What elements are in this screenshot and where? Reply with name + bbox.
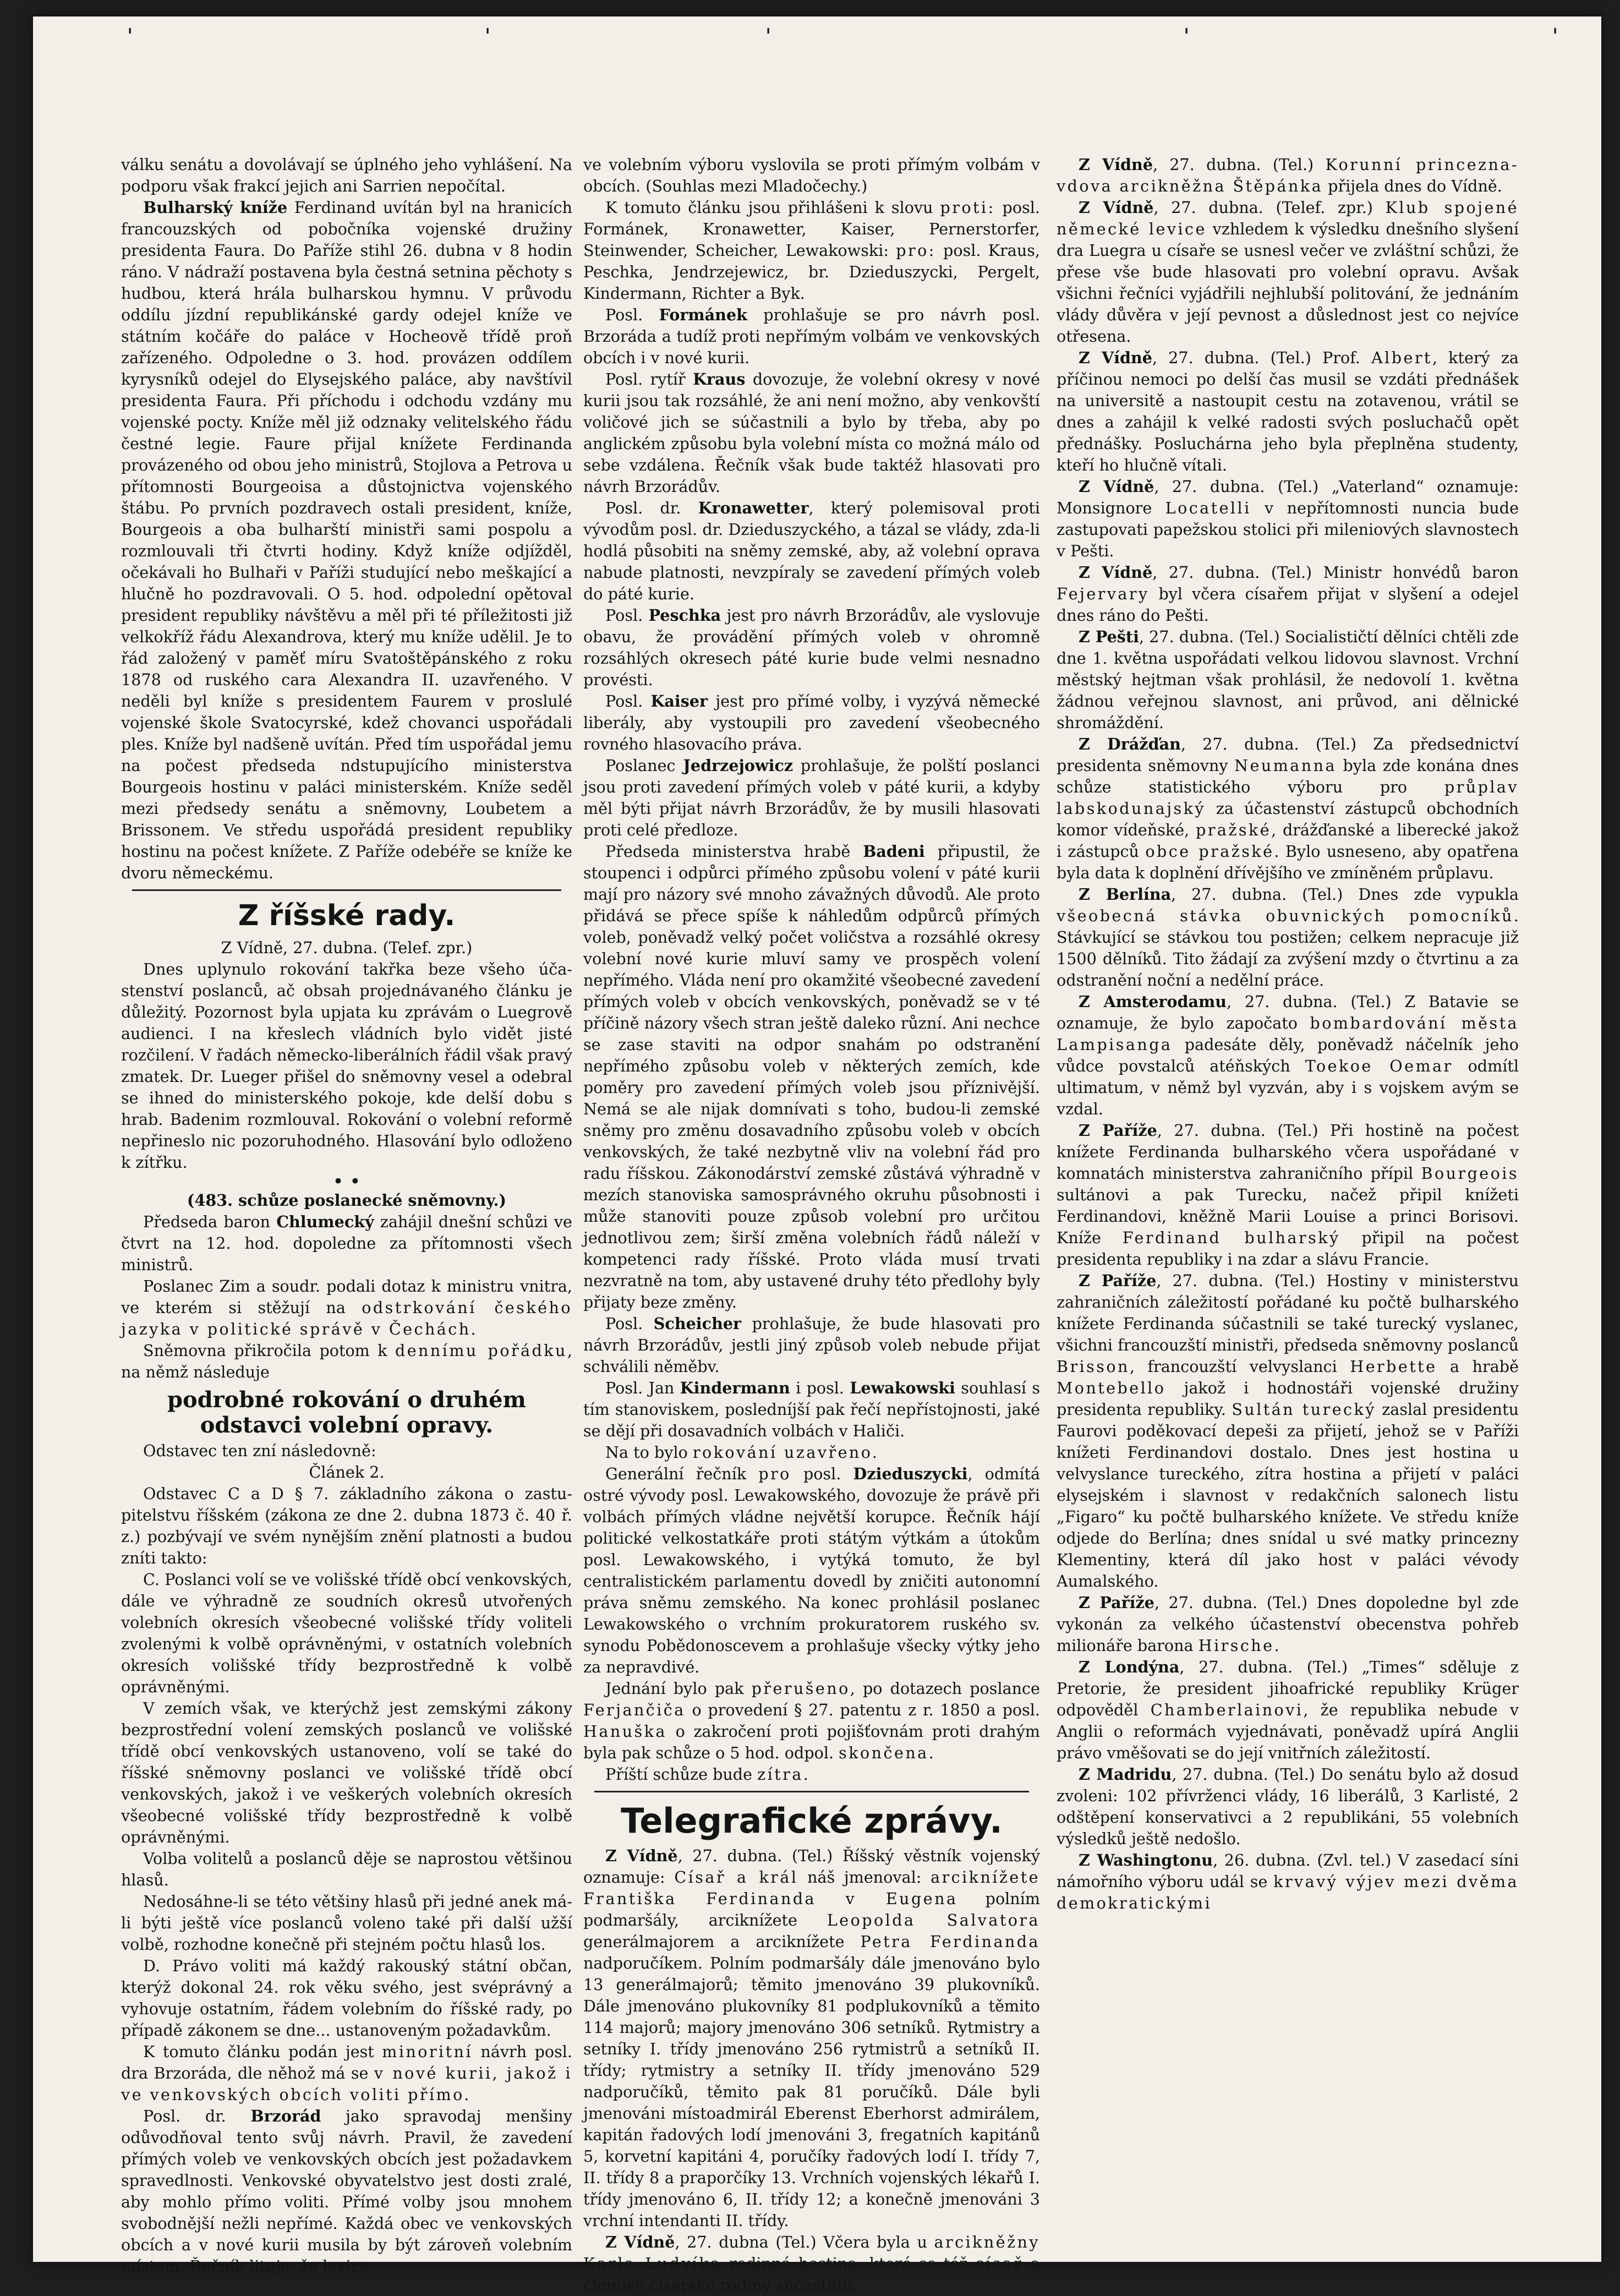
bold-lead: Kindermann xyxy=(680,1379,790,1397)
article-paragraph xyxy=(583,1764,1040,1785)
spaced-text: Chamberlainovi xyxy=(1150,1701,1304,1719)
bold-lead: Z Vídně xyxy=(1079,348,1152,367)
text-run: Posl. dr. xyxy=(605,499,698,517)
text-run: posl. Formánek, Kronawetter, Kaiser, Pernerstorfer, Steinwender, Scheicher, Lewakowski: xyxy=(583,198,1040,260)
spaced-text: Klub spojené německé levice xyxy=(1057,198,1519,238)
article-paragraph xyxy=(1057,562,1519,626)
article-paragraph xyxy=(121,154,572,197)
text-run: válku senátu a dovolávají se úplného jeho vyhlášení. Na podporu však frakcí jejich ani Sarrien nepočítal. xyxy=(121,155,572,195)
article-paragraph xyxy=(583,154,1040,197)
text-column-2 xyxy=(583,154,1040,2296)
article-paragraph xyxy=(1057,1850,1519,1914)
text-run: , drážďanské a liberecké jakož i zástupců xyxy=(1057,821,1519,861)
text-run: Odstavec ten zní následovně: xyxy=(143,1441,376,1460)
text-run: Poslanec xyxy=(605,756,683,775)
spaced-text: Ferdinand bulharský xyxy=(1122,1228,1340,1247)
spaced-text: odstrkování českého jazyka v politické správě v Čechách. xyxy=(121,1298,572,1338)
bold-lead: Z Paříže xyxy=(1079,1271,1157,1290)
spaced-text: Korunní princezna-vdova arcikněžna Štěpánka xyxy=(1057,155,1519,195)
bold-lead: Z Vídně xyxy=(605,1846,678,1865)
spaced-text: Brisson xyxy=(1057,1357,1130,1376)
text-run: , 27. dubna. (Tel.) Při hostině na počest knížete Ferdinanda bulharského včera uspořádané v komnatách ministerstva zahraničního přípil xyxy=(1057,1121,1519,1183)
bold-lead: Chlumecký xyxy=(276,1212,374,1231)
text-run: , odmítá ostré vývody posl. Lewakowského, dovozuje že právě při volbách přímých vládne největší korupce. Řečník hájí politické velkostatkáře proti státým výtkám a útokům posl. Lewakowského, i vytýká tomuto, že byl centralistickém parlamentu dovedl by zničiti autonomní práva sněmu zemského. Na konec prohlásil poslanec Lewakowského o vrchním prokuratorem ruského sv. synodu Pobědonoscevem a prohlašuje všecky výtky jeho za nepravdivé. xyxy=(583,1464,1041,1676)
article-paragraph xyxy=(583,1313,1040,1377)
article-paragraph xyxy=(1057,1270,1519,1592)
text-run: Posl. rytíř xyxy=(605,370,693,389)
spaced-text: všeobecná stávka obuvnických pomocníků xyxy=(1057,906,1514,925)
text-run: . Bylo usneseno, aby opatřena byla data k doplnění dřívějšího ve zmíněném průplavu. xyxy=(1057,842,1519,882)
spaced-text: proti: xyxy=(940,198,995,217)
text-column-1 xyxy=(121,154,572,2277)
bold-lead: Kraus xyxy=(693,370,746,389)
dateline: Z Vídně, 27. dubna. (Telef. zpr.) xyxy=(221,938,473,957)
section-divider xyxy=(594,1791,1029,1792)
article-paragraph xyxy=(121,1483,572,1569)
article-paragraph xyxy=(583,841,1040,1313)
article-paragraph xyxy=(121,2041,572,2106)
text-run: Posl. xyxy=(605,606,649,625)
bold-lead: Z Londýna xyxy=(1079,1658,1180,1676)
subsection-heading: podrobné rokování o druhém odstavci volební opravy. xyxy=(167,1387,526,1438)
text-run: ve volebním výboru vyslovila se proti přímým volbám v obcích. (Souhlas mezi Mladočechy.) xyxy=(583,155,1040,195)
bold-lead: Bulharský kníže xyxy=(143,198,288,217)
text-run: jako spravodaj menšiny odůvodňoval tento svůj návrh. Pravil, že zavedení přímých voleb ve venkovských obcích jest požadavkem spravedlnosti. Venkovské obyvatelstvo jest dosti zralé, aby mohlo přímo voliti. Přímé volby jsou mnohem svobodnější nežli nepřímé. Každá obec ve venkovských obcích a v nové kurii musila by být zároveň volebním místem. Řečník lituje, že levice xyxy=(121,2107,572,2276)
text-run: , 27. dubna. (Tel.) Do senátu bylo až dosud zvoleni: 102 přívrženci vlády, 16 liberálů, 3 Karlisté, 2 odštěpení konservativci a 2 republikáni, 55 volebních výsledků ještě nedošlo. xyxy=(1057,1765,1519,1848)
text-run: , 27. dubna. (Tel.) Ministr honvédů baron xyxy=(1152,563,1519,582)
spaced-text: Leopolda Salvatora xyxy=(827,1911,1040,1929)
spaced-text: přerušeno xyxy=(751,1679,850,1698)
text-run: Posl. Jan xyxy=(605,1379,680,1397)
text-run: padesáte děly, poněvadž náčelník jeho vůdce povstalců atéňských xyxy=(1057,1035,1519,1075)
text-run: náš jmenoval: xyxy=(798,1868,931,1887)
text-run: , 27. dubna. (Tel.) xyxy=(1153,155,1326,174)
article-paragraph xyxy=(583,1377,1040,1442)
text-run: , 27. dubna. (Tel.) Dnes zde vypukla xyxy=(1171,885,1519,904)
text-run: Posl. xyxy=(605,1314,654,1333)
spaced-text: pražské xyxy=(1196,821,1272,839)
margin-mark: ˈ xyxy=(765,24,772,52)
spaced-text: Sultán turecký xyxy=(1232,1400,1376,1419)
text-column-3 xyxy=(1057,154,1519,1914)
bold-lead: Z Vídně xyxy=(1079,198,1154,217)
text-run: , 27. dubna. (Tel.) Dnes dopoledne byl zde vykonán za velkého účastenství obecenstva pohřeb milionáře barona xyxy=(1057,1593,1519,1655)
article-paragraph xyxy=(121,1955,572,2041)
spaced-text: krvavý výjev mezi dvěma demokratickými xyxy=(1057,1872,1519,1912)
text-run: , 27. dubna. (Tel.) „Vaterland“ oznamuje: Monsignore xyxy=(1057,477,1519,517)
spaced-text: skončena. xyxy=(839,1743,936,1762)
text-run: o provedení § 27. patentu z r. 1850 a posl. xyxy=(685,1701,1040,1719)
spaced-text: minoritní xyxy=(382,2042,473,2061)
text-run: V zemích však, ve kterýchž jest zemskými zákony bezprostřední volení zemských poslanců ve volišské třídě obcí venkovských ustanoveno, volí se také do říšské sněmovny poslanci ve volišské třídě obcí venkovských, jakož i ve veškerých volebních okresích všeobecné volišské třídy bezprostředně k volbě oprávněnými. xyxy=(121,1699,572,1846)
article-paragraph xyxy=(583,498,1040,605)
text-run: zaslal presidentu Faurovi poděkovací depeši za přijetí, jehož se v Paříži knížeti Ferdinandovi dostalo. Dnes jest hostina u velvyslance tureckého, zítra hostina a přijetí v paláci elysejském i slavnost v redakčních salonech listu „Figaro“ ku počtě bulharského knížete. Ve středu kníže odjede do Berlína; dnes snídal u své matky princezny Klementiny, která díl jako host v paláci vévody Aumalského. xyxy=(1057,1400,1519,1590)
text-run: byla zde konána dnes schůze statistického výboru pro xyxy=(1057,756,1519,796)
bold-lead: Z Vídně xyxy=(1079,477,1154,496)
bold-lead: Badeni xyxy=(863,842,925,861)
text-run: i posl. xyxy=(790,1379,850,1397)
spaced-text: v nové kurii, jakož i ve venkovských obcích voliti přímo. xyxy=(121,2064,572,2104)
bold-lead: Jedrzejowicz xyxy=(683,756,793,775)
text-run: prohlašuje se pro návrh posl. Brzoráda a tudíž proti nepřímým volbám ve venkovských obcích i v nové kurii. xyxy=(583,305,1041,367)
spaced-text: dennímu pořádku xyxy=(395,1341,567,1360)
margin-mark: ˈ xyxy=(1552,24,1559,52)
spaced-text: průplav labskodunajský xyxy=(1057,778,1519,818)
text-run: a hrabě xyxy=(1437,1357,1519,1376)
article-paragraph xyxy=(1057,476,1519,562)
spaced-text: arciknížete Františka Ferdinanda v Eugena xyxy=(583,1868,1040,1908)
article-paragraph xyxy=(121,2106,572,2277)
text-run: , který polemisoval proti vývodům posl. dr. Dzieduszyckého, a tázal se vlády, zda-li hodlá působiti na sněmy zemské, aby, až volební oprava nabude platnosti, nevzpíraly se zavedení přímých voleb do páté kurie. xyxy=(583,499,1040,603)
text-run: rodinná hostina, které se též xyxy=(721,2254,975,2273)
text-run: , který za příčinou nemoci po delší čas musil se vzdáti přednášek na universitě a nastoupit cestu na zotavenou, vrátil se dnes a zahájil k velké radosti svých posluchačů opět přednášky. Posluchárna jeho byla přeplněna studenty, kteří ho hlučně vítali. xyxy=(1057,348,1519,474)
text-run: , 27. dubna. (Tel.) Socialističtí dělníci chtěli zde dne 1. května uspořádati velkou lidovou slavnost. Vrchní městský hejtman však prohlásil, že nedovolí 1. května žádnou veřejnou slavnost, ani průvod, ani dělnické shromáždění. xyxy=(1057,627,1519,732)
bold-lead: Peschka xyxy=(648,606,721,625)
bold-lead: Lewakowski xyxy=(850,1379,956,1397)
text-run: byl včera císařem přijat v slyšení a odejel dnes ráno do Pešti. xyxy=(1057,584,1519,625)
text-run: , 27. dubna. (Tel.) Z Batavie se oznamuje, že bylo započato xyxy=(1057,992,1519,1032)
article-paragraph xyxy=(121,1891,572,1955)
text-run: , francouzští velvyslanci xyxy=(1129,1357,1350,1376)
article-paragraph xyxy=(583,1845,1040,2232)
bold-lead: Kronawetter xyxy=(698,499,809,517)
spaced-text: Albert xyxy=(1371,348,1432,367)
spaced-text: Locatelli xyxy=(1165,499,1251,517)
article-paragraph xyxy=(1057,347,1519,476)
spaced-text: Toekoe Oemar xyxy=(1305,1057,1453,1075)
spaced-text: Herbette xyxy=(1350,1357,1437,1376)
text-run: jest pro návrh Brzorádův, ale vyslovuje obavu, že provádění přímých voleb v ohromně rozsáhlých okresech páté kurie bude velmi nesnadno provésti. xyxy=(583,606,1040,689)
bold-lead: Z Amsterodamu xyxy=(1079,992,1227,1011)
text-run: připustil, že stoupenci i odpůrci přímého způsobu volení v páté kurii mají pro názory své mnoho závažných důvodů. Ale proto přidává se přece spíše k náhledům odpůrců přímých voleb, poněvadž velký počet voličstva a rozsáhlé okresy volební nové kurie mluví samy ve prospěch volení nepřímého. Vláda není pro okamžité všeobecné zavedení přímých voleb v obcích venkovských, poněvadž se v té příčině názory všech stran ještě daleko různí. Ani nechce se zase staviti na odpor snahám po odstranění nepřímého způsobu voleb v některých zemích, kde poměry pro zavedení přímých voleb jsou příznivější. Nemá se ale nijak domnívati s toho, budou-li zemské sněmy pro změnu dosavadního způsobu voleb v obcích venkovských, že také nezbytně vliv na volební řád pro radu říšskou. Zákonodárství zemské zůstává výhradně v mezích stanoviska samosprávného okruhu působnosti i může stanoviti pouze způsob volební pro určitou jednotlivou zem; širší změna volebních řádů náleží v kompetenci rady říšské. Proto vláda musí trvati nezvratně na tom, aby ustavené druhy této předlohy byly přijaty beze změny. xyxy=(583,842,1040,1311)
text-run: Generální řečník xyxy=(605,1464,759,1483)
bold-lead: Z Paříže xyxy=(1079,1121,1157,1140)
newspaper-page xyxy=(33,17,1601,2294)
article-paragraph xyxy=(583,304,1040,369)
spaced-text: Hirsche xyxy=(1198,1636,1274,1655)
dateline: Článek 2. xyxy=(309,1463,385,1482)
bold-lead: Kaiser xyxy=(650,692,708,710)
article-paragraph xyxy=(1057,626,1519,734)
text-run: Dnes uplynulo rokování takřka beze všeho účastenství poslanců, ač obsah projednávaného článku je důležitý. Pozornost byla upjata ku zprávám o Luegrově audienci. I na křeslech vládních bylo vidět jisté rozčilení. V řadách německo-liberálních řádil však pravý zmatek. Dr. Lueger přišel do sněmovny vesel a odebral se ihned do ministerského pokoje, kde delší dobu s hrab. Badenim rozmlouval. Rokování o volební reformě nepřineslo nic pozoruhodného. Hlasování bylo odloženo k zítřku. xyxy=(121,960,572,1172)
text-run: . xyxy=(1274,1636,1279,1655)
text-run: Předseda baron xyxy=(143,1212,277,1231)
text-run: Posl. dr. xyxy=(143,2107,251,2125)
text-run: , po dotazech poslance xyxy=(850,1679,1040,1698)
text-run: . Stávkující se stávkou tou postižen; celkem nepracuje již 1500 dělníků. Tito žádají za zvýšení mzdy o čtvrtinu a za odstranění noční a nedělní práce. xyxy=(1057,906,1519,990)
text-run: , 27. dubna. (Tel.) „Times“ sděluje z Pretorie, že president jihoafrické republiky Krüger odpověděl xyxy=(1057,1658,1519,1719)
text-run: Sněmovna přikročila potom k xyxy=(143,1341,395,1360)
text-run: posl. xyxy=(791,1464,853,1483)
text-run: návrh posl. dra Brzoráda, dle něhož má se xyxy=(121,2042,572,2082)
bold-lead: Scheicher xyxy=(653,1314,742,1333)
bold-lead: Formánek xyxy=(659,305,747,324)
text-run: souhlasí s tím stanoviskem, posledníjší pak řečí nepřístojnosti, jaké se dějí při dosavadních volbách v Haliči. xyxy=(583,1379,1040,1440)
article-paragraph xyxy=(1057,991,1519,1120)
text-run: K tomuto článku podán jest xyxy=(143,2042,382,2061)
text-run: sultánovi a pak Turecku, načež připil knížeti Ferdinandovi, kněžně Marii Louise a princi Borisovi. Kníže xyxy=(1057,1185,1519,1247)
text-run: Posl. xyxy=(605,305,659,324)
text-run: Jednání bylo pak xyxy=(605,1679,752,1698)
text-run: , 27. dubna (Tel.) Včera byla u xyxy=(675,2233,934,2251)
text-run: K tomuto článku jsou přihlášeni k slovu xyxy=(605,198,940,217)
text-run: Ferdinand uvítán byl na hranicích francouzských od pobočníka vojenské družiny presidenta Faura. Do Paříže stihl 26. dubna v 8 hodin ráno. V nádraží postavena byla čestná setnina pěchoty s hudbou, která hrála bulharskou hymnu. V průvodu oddílu jízdní republikánské gardy odejel kníže ve státním kočáře do paláce v Hocheově třídě proň zařízeného. Odpoledne o 3. hod. provázen oddílem kyrysníků odejel do Elysejského paláce, aby navštívil presidenta Faura. Při příchodu i odchodu vzdány mu vojenské pocty. Kníže měl již odznaky velitelského řádu čestné legie. Faure přijal knížete Ferdinanda provázeného od obou jeho ministrů, Stojlova a Petrova u přítomnosti Bourgeoisa a důstojnictva vojenského štábu. Po prvních pozdravech ostali president, kníže, Bourgeois a oba bulharští ministři sami pospolu a rozmlouvali tři čtvrti hodiny. Když kníže odjížděl, očekávali ho Bulhaři v Paříži studující nebo meškající a hlučně ho pozdravovali. O 5. hod. odpolední opětoval president republiky návštěvu a měl při té příležitosti již velkokříž řádu Alexandrova, který mu kníže udělil. Je to řád založený v paměť míru Svatoštěpánského z roku 1878 od ruského cara Alexandra II. uzavřeného. V neděli byl kníže s presidentem Faurem v proslulé vojenské škole Svatocyrské, kdež chovanci uspořádali ples. Kníže byl nadšeně uvítán. Před tím uspořádal jemu na počest předseda ndstupujícího ministerstva Bourgeois hostinu v paláci ministerském. Kníže seděl mezi předsedy senátu a sněmovny, Loubetem a Brissonem. Ve středu uspořádá president republiky hostinu na počest knížete. Z Paříže odebéře se kníže ke dvoru německému. xyxy=(121,198,572,882)
text-run: připil na počest presidenta republiky i na zdar a slávu Francie. xyxy=(1057,1228,1519,1269)
text-run: , 27. dubna. (Tel.) Hostiny v ministerstvu zahraničních záležitostí pořádané ku počtě bulharského knížete Ferdinanda súčastnili se také turecký vyslanec, všichni francouzští ministři, předseda sněmovny poslanců xyxy=(1057,1271,1519,1354)
article-paragraph xyxy=(583,755,1040,841)
text-run: o zakročení proti pojišťovnám proti drahým byla pak schůze o 5 hod. odpol. xyxy=(583,1722,1040,1762)
section-divider xyxy=(132,889,561,891)
spaced-text: Bourgeois xyxy=(1421,1164,1519,1183)
bold-lead: Z Washingtonu xyxy=(1079,1851,1213,1869)
article-paragraph xyxy=(583,369,1040,498)
text-run: Odstavec C a D § 7. základního zákona o zastupitelstvu říšském (zákona ze dne 2. dubna 1873 č. 40 ř. z.) pozbývají ve svém nynějším znění platnosti a budou zníti takto: xyxy=(121,1484,572,1567)
article-paragraph xyxy=(1057,1120,1519,1270)
spaced-text: zítra. xyxy=(757,1765,811,1784)
article-paragraph xyxy=(1057,197,1519,347)
dateline: (483. schůze poslanecké sněmovny.) xyxy=(187,1191,507,1210)
spaced-text: Neumanna xyxy=(1234,756,1337,775)
section-heading: Telegrafické zprávy. xyxy=(621,1801,1003,1841)
article-paragraph xyxy=(121,1211,572,1276)
bold-lead: Z Paříže xyxy=(1079,1593,1154,1612)
text-run: Poslanec Zim a soudr. podali dotaz k ministru vnitra, ve kterém si stěžují na xyxy=(121,1277,572,1317)
bold-lead: Z Vídně xyxy=(1079,563,1153,582)
text-run: Volba volitelů a poslanců děje se naprostou většinou hlasů. xyxy=(121,1849,572,1889)
spaced-text: bombardování města Lampisanga xyxy=(1057,1014,1519,1054)
text-run: a členové císařské rodiny súčastnili. xyxy=(583,2254,1040,2294)
spaced-text: pro: xyxy=(896,241,936,260)
article-paragraph xyxy=(1057,154,1519,197)
article-paragraph xyxy=(1057,1657,1519,1764)
text-run: , že republika nebude v Anglii o reformách vyjednávati, poněvadž upírá Anglii právo vměšovati se do její vnitřních záležitostí. xyxy=(1057,1701,1519,1762)
text-run: generálmajorem a arciknížete xyxy=(583,1932,861,1951)
text-run: přijela dnes do Vídně. xyxy=(1323,177,1502,195)
text-run: Předseda ministerstva hrabě xyxy=(605,842,863,861)
text-run: polním podmaršály, arciknížete xyxy=(583,1889,1040,1929)
text-run: prohlašuje, že polští poslanci jsou proti zavedení přímých voleb v páté kurii, a kdyby měl býti přijat návrh Brzorádův, že by musili hlasovati proti celé předloze. xyxy=(583,756,1040,839)
article-paragraph xyxy=(583,605,1040,691)
text-run: v nepřítomnosti nuncia bude zastupovati papežskou stolici při mileniových slavnostech v Pešti. xyxy=(1057,499,1519,560)
text-run: Nedosáhne-li se této většiny hlasů při jedné anek má-li býti ještě více poslanců voleno také při další užší volbě, rozhodne konečně při stejném počtu hlasů los. xyxy=(121,1892,572,1954)
article-paragraph xyxy=(583,2232,1040,2296)
spaced-text: císař xyxy=(975,2254,1024,2273)
bold-lead: Z Drážďan xyxy=(1079,735,1181,753)
spaced-text: obce pražské xyxy=(1145,842,1274,861)
article-paragraph xyxy=(583,1463,1040,1678)
article-paragraph xyxy=(583,1678,1040,1764)
text-run: , 26. dubna. (Zvl. tel.) V zasedací síni námořního výboru udál se xyxy=(1057,1851,1519,1891)
article-paragraph xyxy=(121,197,572,884)
bold-lead: Z Vídně xyxy=(605,2233,675,2251)
text-run: Příští schůze bude xyxy=(605,1765,758,1784)
text-run: posl. Kraus, Peschka, Jendrzejewicz, br. Dzieduszycki, Pergelt, Kindermann, Richter a Byk. xyxy=(583,241,1040,303)
article-paragraph xyxy=(1057,1764,1519,1850)
article-paragraph xyxy=(1057,1592,1519,1657)
spaced-text: Hanuška xyxy=(583,1722,667,1741)
margin-mark: ˈ xyxy=(1183,24,1190,52)
spaced-text: Císař a král xyxy=(674,1868,798,1887)
text-run: zahájil dnešní schůzi ve čtvrt na 12. hod. dopoledne za přítomnosti všech ministrů. xyxy=(121,1212,572,1274)
spaced-text: rokování uzavřeno. xyxy=(692,1443,879,1462)
article-paragraph xyxy=(121,959,572,1173)
text-run: C. Poslanci volí se ve volišské třídě obcí venkovských, dále ve výhradně ze soudních okresů utvořených volebních okresích všeobecné volišské třídy voliteli zvolenými k volbě oprávněnými, v ostatních volebních okresích volišské třídy bezprostředně k volbě oprávněnými. xyxy=(121,1570,572,1696)
spaced-text: Montebello xyxy=(1057,1379,1166,1397)
spaced-text: Petra Ferdinanda xyxy=(860,1932,1040,1951)
text-run: za účastenství zástupců obchodních komor vídeňské, xyxy=(1057,799,1519,839)
text-run: Na to bylo xyxy=(605,1443,693,1462)
bold-lead: Z Vídně xyxy=(1079,155,1153,174)
separator-dots: • • xyxy=(332,1171,361,1193)
bold-lead: Dzieduszycki xyxy=(853,1464,968,1483)
article-paragraph xyxy=(583,1442,1040,1463)
text-run: , na němž následuje xyxy=(121,1341,572,1381)
bold-lead: Z Berlína xyxy=(1079,885,1172,904)
margin-mark: ˈ xyxy=(127,24,134,52)
text-run: odmítl ultimatum, v němž byl vyzván, aby i s vojskem avým se vzdal. xyxy=(1057,1057,1519,1118)
bold-lead: Brzorád xyxy=(250,2107,321,2125)
margin-mark: ˈ xyxy=(484,24,491,52)
text-run: , 27. dubna. (Tel.) Prof. xyxy=(1152,348,1372,367)
article-paragraph xyxy=(121,1698,572,1848)
text-run: , 27. dubna. (Tel.) Za předsednictví presidenta sněmovny xyxy=(1057,735,1519,775)
spaced-text: Fejervary xyxy=(1057,584,1150,603)
spaced-text: arcikněžny Karla Ludvíka xyxy=(583,2233,1040,2273)
text-run: D. Právo voliti má každý rakouský státní občan, kterýž dokonal 24. rok věku svého, jest svéprávný a vyhovuje ostatním, řádem volebním do říšské rady, po případě zákonem se dne... ustanoveným požadavkům. xyxy=(121,1956,572,2040)
article-paragraph xyxy=(121,1276,572,1340)
article-paragraph xyxy=(121,1848,572,1891)
text-run: dovozuje, že volební okresy v nové kurii jsou tak rozsáhlé, že ani není možno, aby venkovští voličové jich se súčastnili a bylo by třeba, aby po anglickém způsobu byla volební místa co možná málo od sebe vzdálena. Řečník však bude taktéž hlasovati pro návrh Brzorádův. xyxy=(583,370,1041,496)
article-paragraph xyxy=(121,1569,572,1698)
text-run: Posl. xyxy=(605,692,651,710)
article-paragraph xyxy=(121,1340,572,1383)
text-run: , 27. dubna. (Tel.) Říšský věstník vojenský oznamuje: xyxy=(583,1846,1040,1887)
text-run: prohlašuje, že bude hlasovati pro návrh Brzorádův, jestli jiný způsob voleb nebude přijat schválili něměbv. xyxy=(583,1314,1040,1376)
bold-lead: Z Madridu xyxy=(1079,1765,1172,1784)
article-paragraph xyxy=(121,1440,572,1462)
text-run: jest pro přímé volby, i vyzývá německé liberály, aby vystoupili pro zavedení všeobecného rovného hlasovacího práva. xyxy=(583,692,1040,753)
bold-lead: Z Pešti xyxy=(1079,627,1139,646)
spaced-text: pro xyxy=(758,1464,791,1483)
article-paragraph xyxy=(583,691,1040,755)
article-paragraph xyxy=(1057,884,1519,991)
text-run: vzhledem k výsledku dnešního slyšení dra Luegra u císaře se usnesl večer ve zvláštní schůzi, že přese vše bude hlasovati pro volební opravu. Avšak všichni řečníci vyjádřili nejhlubší politování, že jednáním vlády důvěra v její pevnost a důslednost jest co nejvíce otřesena. xyxy=(1057,220,1519,346)
section-heading: Z říšské rady. xyxy=(238,899,456,932)
text-run: nadporučíkem. Polním podmaršály dále jmenováno bylo 13 generálmajorů; těmito jmenováno 39 plukovníků. Dále jmenováno plukovníky 81 podplukovníků a těmito 114 majorů; majory jmenováno 306 setníků. Rytmistry a setníky I. třídy jmenováno 256 rytmistrů a setníků II. třídy; rytmistry a setníky II. třídy jmenováno 529 nadporučíků, těmito pak 81 poručíků. Dále byli jmenováni místoadmirál Eberenst Eberhorst admirálem, kapitán řadových lodí jmenováni 3, fregatních kapitánů 5, korvetní kapitáni 4, poručíky řadových lodí I. třídy 7, II. třídy 8 a praporčíky 13. Vrchních vojenských lékařů I. třídy jmenováno 6, II. třídy 12; a konečně jmenováni 3 vrchní intendanti II. třídy. xyxy=(583,1954,1040,2230)
spaced-text: Ferjančiča xyxy=(583,1701,686,1719)
text-run: , 27. dubna. (Telef. zpr.) xyxy=(1153,198,1386,217)
text-run: jakož i hodnostáři vojenské družiny presidenta republiky. xyxy=(1057,1379,1519,1419)
article-paragraph xyxy=(583,197,1040,304)
article-paragraph xyxy=(1057,734,1519,884)
